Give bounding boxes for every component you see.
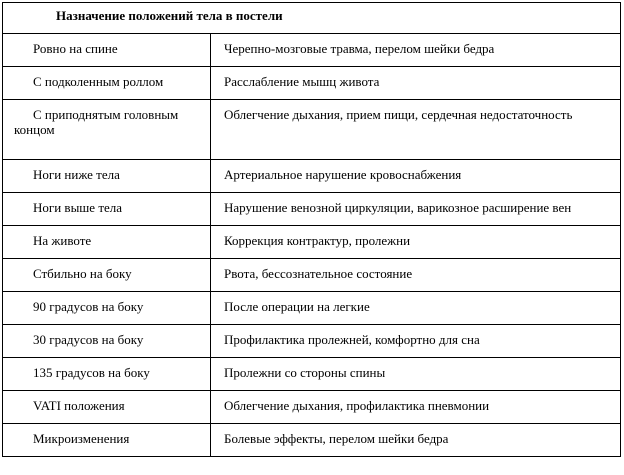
- position-cell: [3, 226, 211, 259]
- indication-text: Пролежни со стороны спины: [224, 365, 386, 380]
- indication-cell: [211, 34, 621, 67]
- indication-text: После операции на легкие: [224, 299, 370, 314]
- position-text: Ноги ниже тела: [33, 167, 120, 182]
- indication-text: Черепно-мозговые травма, перелом шейки бедра: [224, 41, 495, 56]
- table-title: Назначение положений тела в постели: [56, 8, 283, 23]
- table-row: [3, 67, 621, 100]
- indication-text: Профилактика пролежней, комфортно для сна: [224, 332, 480, 347]
- indication-cell: [211, 325, 621, 358]
- table-row: [3, 34, 621, 67]
- indication-text: Артериальное нарушение кровоснабжения: [224, 167, 462, 182]
- table-row: [3, 391, 621, 424]
- position-cell: [3, 424, 211, 457]
- table-row: [3, 100, 621, 160]
- indication-cell: [211, 160, 621, 193]
- table-row: [3, 358, 621, 391]
- indication-text: Коррекция контрактур, пролежни: [224, 233, 411, 248]
- position-cell: [3, 391, 211, 424]
- indication-text: Болевые эффекты, перелом шейки бедра: [224, 431, 449, 446]
- table-title-row: [3, 3, 621, 34]
- position-text: Ноги выше тела: [33, 200, 123, 215]
- indication-cell: [211, 391, 621, 424]
- table-row: [3, 424, 621, 457]
- position-text: 30 градусов на боку: [33, 332, 144, 347]
- indication-text: Расслабление мышц живота: [224, 74, 380, 89]
- position-cell: [3, 358, 211, 391]
- table-row: [3, 193, 621, 226]
- table-row: [3, 226, 621, 259]
- position-text: С подколенным роллом: [33, 74, 164, 89]
- position-cell: [3, 325, 211, 358]
- table-row: [3, 160, 621, 193]
- position-cell: [3, 67, 211, 100]
- position-text: Ровно на спине: [33, 41, 118, 56]
- position-text: На животе: [33, 233, 92, 248]
- body-positions-table: [2, 2, 621, 457]
- table-row: [3, 259, 621, 292]
- table-row: [3, 292, 621, 325]
- position-cell: [3, 259, 211, 292]
- position-text: 90 градусов на боку: [33, 299, 144, 314]
- indication-text: Облегчение дыхания, профилактика пневмонии: [224, 398, 490, 413]
- indication-cell: [211, 424, 621, 457]
- indication-text: Нарушение венозной циркуляции, варикозное расширение вен: [224, 200, 572, 215]
- position-cell: [3, 193, 211, 226]
- position-cell: [3, 34, 211, 67]
- position-cell: [3, 160, 211, 193]
- indication-text: Облегчение дыхания, прием пищи, сердечная недостаточность: [224, 107, 573, 122]
- table-title-cell: [3, 3, 621, 34]
- indication-cell: [211, 193, 621, 226]
- indication-cell: [211, 100, 621, 160]
- table-row: [3, 325, 621, 358]
- indication-cell: [211, 67, 621, 100]
- position-text: Микроизменения: [33, 431, 130, 446]
- indication-cell: [211, 292, 621, 325]
- indication-text: Рвота, бессознательное состояние: [224, 266, 413, 281]
- position-text: 135 градусов на боку: [33, 365, 150, 380]
- indication-cell: [211, 358, 621, 391]
- position-cell: [3, 292, 211, 325]
- indication-cell: [211, 259, 621, 292]
- position-cell: [3, 100, 211, 160]
- position-text: VATI положения: [33, 398, 125, 413]
- position-text: Стбильно на боку: [33, 266, 132, 281]
- position-text: С приподнятым головным концом: [14, 107, 179, 137]
- indication-cell: [211, 226, 621, 259]
